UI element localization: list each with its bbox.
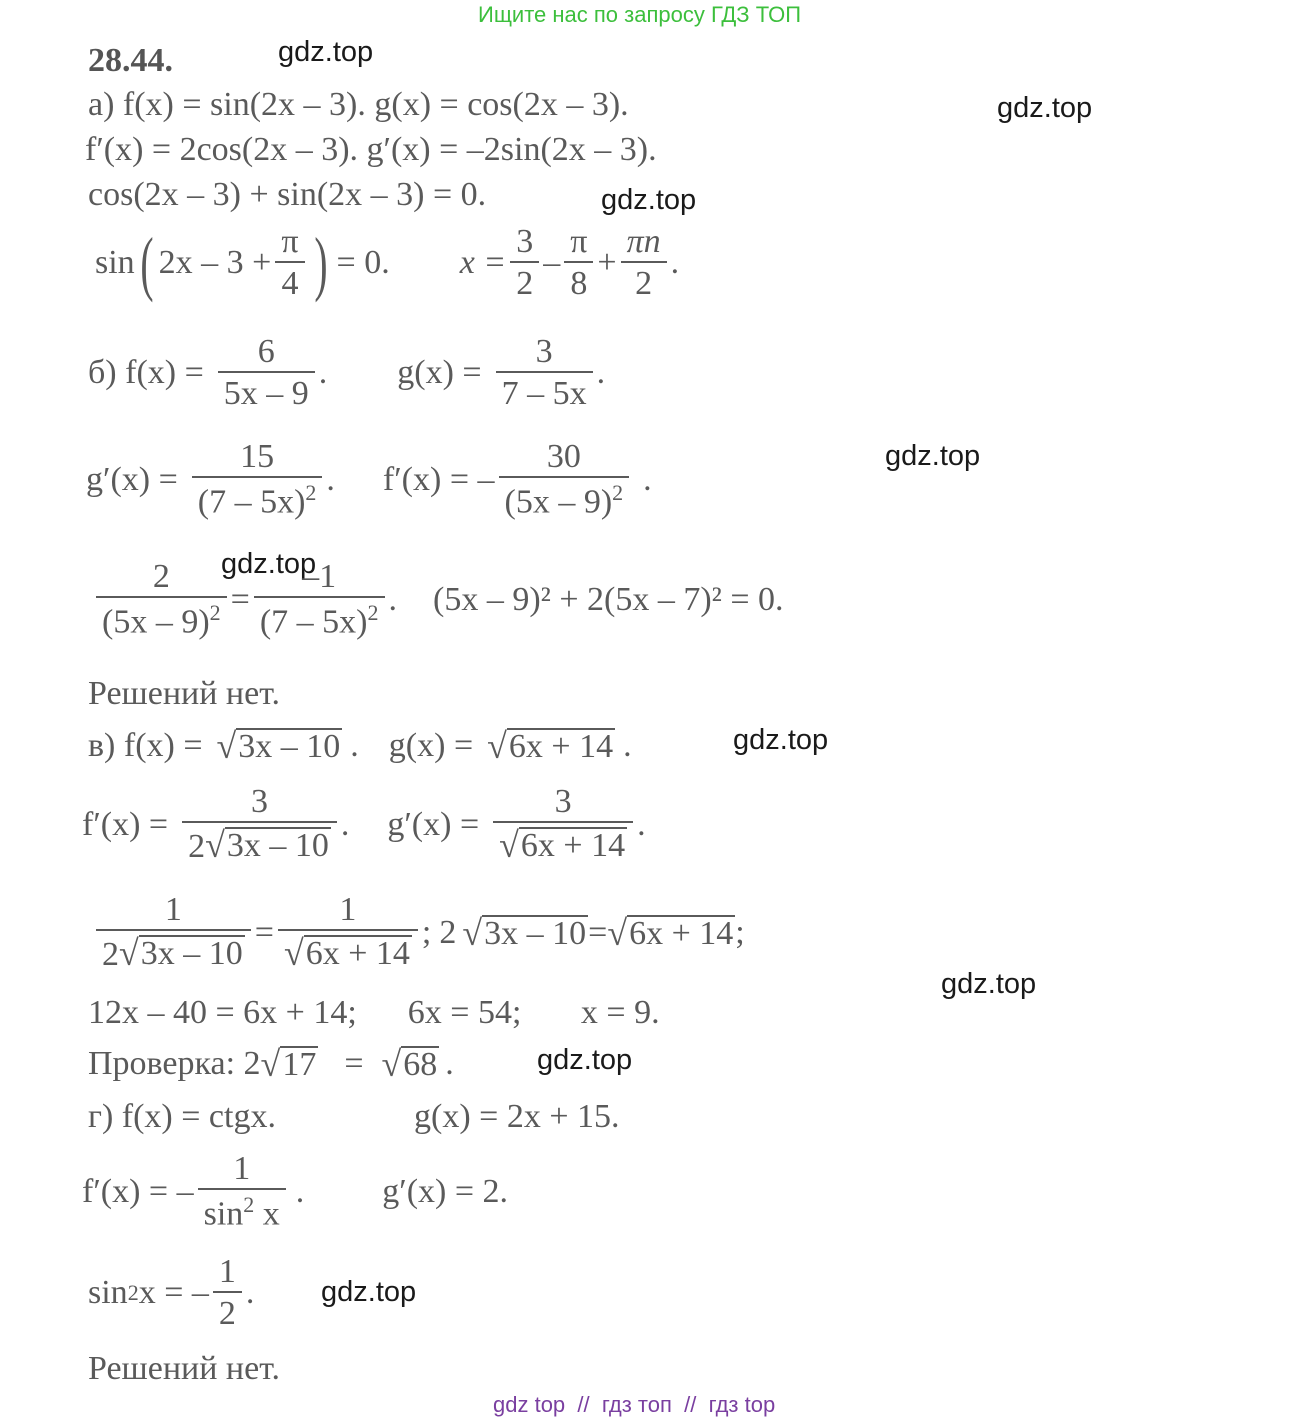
denominator: (7 – 5x)$^2$ — [259, 600, 379, 641]
denominator: $\sin^2 x$ — [203, 1192, 280, 1233]
fraction-eq-right — [278, 893, 418, 972]
fraction-gp — [192, 440, 323, 519]
equals-sign: = — [588, 913, 608, 951]
plus-sign: + — [597, 244, 617, 281]
problem-number: 28.44. — [88, 42, 173, 79]
fraction-gp — [493, 785, 633, 864]
denominator: 2 — [516, 265, 534, 302]
part-a-line4 — [95, 225, 679, 301]
numerator: 1 — [218, 1253, 236, 1290]
sqrt-17: √ 17 — [260, 1044, 317, 1084]
fp-label: f′(x) = – — [382, 460, 495, 498]
part-b-no-solutions: Решений нет. — [88, 675, 280, 712]
part-a-line3: cos(2x – 3) + sin(2x – 3) = 0. — [88, 176, 487, 213]
denominator: 2 √ 3x – 10 — [188, 825, 329, 865]
watermark: gdz.top — [941, 968, 1037, 1000]
fraction-fp — [198, 1152, 286, 1231]
fraction-pi-4 — [275, 225, 304, 301]
semicolon: ; — [421, 913, 432, 951]
fraction-fp — [182, 785, 337, 864]
fraction-g — [496, 335, 593, 411]
part-a-line2: f′(x) = 2cos(2x – 3). g′(x) = –2sin(2x – 3). — [85, 131, 657, 168]
part-a-line1: а) f(x) = sin(2x – 3). g(x) = cos(2x – 3). — [88, 86, 629, 123]
numerator: πn — [626, 223, 661, 260]
period: . — [340, 805, 350, 843]
equals-sign: = — [254, 913, 274, 951]
fraction-eq-left — [96, 560, 227, 639]
watermark: gdz.top — [733, 724, 829, 756]
sin-prefix: sin — [95, 244, 135, 281]
fraction-f — [218, 335, 315, 411]
sqrt-g: √ 6x + 14 — [607, 912, 734, 953]
part-d-line3: sin 2 x = – $\frac{1}{2}$ . — [88, 1253, 255, 1332]
f-label: в) f(x) = — [88, 727, 203, 764]
part-d-line2 — [82, 1152, 508, 1231]
period: . — [245, 1274, 255, 1311]
period: . — [388, 580, 397, 618]
sqrt-68: √ 68 — [381, 1044, 438, 1084]
fraction-pi-8 — [564, 225, 593, 301]
numerator: 30 — [546, 438, 581, 475]
watermark: gdz.top — [537, 1044, 633, 1076]
fraction-eq-right — [254, 560, 385, 639]
sqrt-f: √ 3x – 10 — [462, 912, 587, 953]
watermark: gdz.top — [321, 1276, 417, 1308]
sqrt-g: √ 6x + 14 — [487, 726, 614, 766]
numerator: 3 — [554, 783, 572, 820]
fraction-eq-left — [96, 893, 251, 972]
fp-label: f′(x) = — [82, 805, 169, 843]
denominator: 4 — [281, 265, 299, 302]
numerator: 3 — [516, 223, 534, 260]
left-paren: ( — [140, 223, 154, 303]
expanded-equation: (5x – 9)² + 2(5x – 7)² = 0. — [433, 580, 784, 618]
part-b-line2 — [86, 440, 652, 519]
part-d-g: g(x) = 2x + 15. — [414, 1098, 620, 1135]
fraction-fp — [499, 440, 630, 519]
numerator: 3 — [535, 333, 553, 370]
numerator: π — [570, 223, 588, 260]
fraction-pin-2 — [621, 225, 667, 301]
period: . — [670, 244, 680, 281]
denominator: (5x – 9)$^2$ — [504, 480, 624, 521]
part-c-line4: 12x – 40 = 6x + 14; 6x = 54; x = 9. — [88, 994, 660, 1031]
period: . — [295, 1172, 305, 1210]
watermark: gdz.top — [278, 36, 374, 68]
part-c-check — [88, 1046, 454, 1082]
part-c-line2 — [82, 785, 646, 864]
semicolon: ; — [735, 913, 745, 951]
denominator: 2 √ 3x – 10 — [102, 933, 243, 973]
coefficient: 2 — [439, 913, 457, 951]
numerator: 1 — [339, 891, 357, 928]
numerator: π — [281, 223, 299, 260]
fraction-half — [213, 1255, 242, 1331]
period: . — [326, 460, 335, 498]
eq-zero: = 0. — [336, 244, 390, 281]
denominator: 2 — [635, 265, 653, 302]
gp-label: g′(x) = — [86, 460, 178, 498]
equals-sign: = — [230, 580, 250, 618]
sin: sin — [88, 1274, 128, 1311]
part-b-line3 — [92, 560, 784, 639]
numerator: –1 — [302, 558, 337, 595]
part-c-line1 — [88, 728, 632, 764]
numerator: 2 — [152, 558, 170, 595]
part-b-line1 — [88, 335, 605, 411]
x-eq: x = — [459, 244, 507, 281]
watermark: gdz.top — [601, 184, 697, 216]
equals-sign: = — [344, 1045, 364, 1082]
right-paren: ) — [313, 223, 328, 303]
sin-arg: 2x – 3 + — [158, 244, 272, 281]
check-label: Проверка: 2 — [88, 1045, 261, 1082]
period: . — [643, 460, 652, 498]
denominator: √ 6x + 14 — [283, 933, 410, 973]
top-banner[interactable]: Ищите нас по запросу ГДЗ ТОП — [478, 2, 802, 27]
f-label: б) f(x) = — [88, 354, 204, 391]
period: . — [350, 727, 359, 764]
denominator: 7 – 5x — [501, 375, 587, 412]
gp-label: g′(x) = — [387, 805, 480, 843]
g-label: g(x) = — [388, 727, 474, 764]
numerator: 1 — [233, 1150, 251, 1187]
numerator: 15 — [240, 438, 275, 475]
period: . — [318, 354, 328, 391]
period: . — [623, 727, 632, 764]
sqrt-f: √ 3x – 10 — [216, 726, 341, 766]
denominator: (7 – 5x)$^2$ — [197, 480, 317, 521]
fraction-3-2 — [510, 225, 539, 301]
part-d-f: г) f(x) = ctgx. — [88, 1098, 276, 1135]
watermark: gdz.top — [221, 548, 317, 580]
watermark: gdz.top — [997, 92, 1093, 124]
fp-label: f′(x) = – — [82, 1172, 194, 1210]
denominator: 2 — [218, 1295, 236, 1332]
period: . — [445, 1045, 454, 1082]
denominator: 5x – 9 — [223, 375, 309, 412]
part-d-no-solutions: Решений нет. — [88, 1350, 280, 1387]
part-c-line3 — [92, 893, 745, 972]
period: . — [637, 805, 646, 843]
bottom-banner[interactable]: gdz top // гдз топ // гдз top — [493, 1392, 776, 1417]
watermark: gdz.top — [885, 440, 981, 472]
numerator: 6 — [257, 333, 275, 370]
period: . — [596, 354, 606, 391]
g-label: g(x) = — [397, 354, 482, 391]
sin-eq: x = – — [138, 1274, 209, 1311]
minus-sign: – — [543, 244, 561, 281]
gp-value: g′(x) = 2. — [382, 1172, 509, 1210]
denominator: (5x – 9)$^2$ — [102, 600, 221, 641]
numerator: 3 — [250, 783, 268, 820]
denominator: 8 — [570, 265, 588, 302]
numerator: 1 — [164, 891, 182, 928]
denominator: √ 6x + 14 — [499, 825, 626, 865]
